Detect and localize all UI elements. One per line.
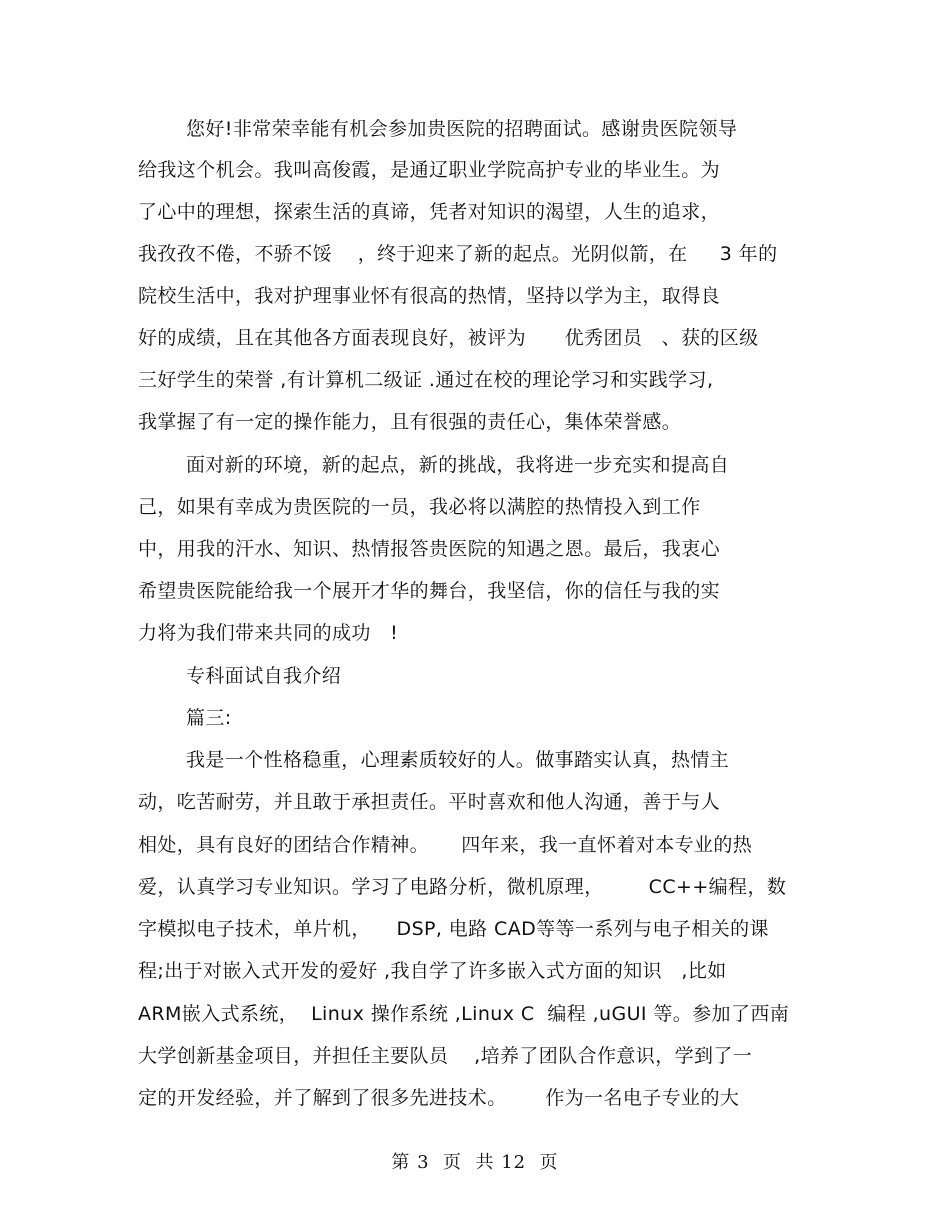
body-text-line: 我是一个性格稳重，心理素质较好的人。做事踏实认真，热情主 — [186, 749, 730, 771]
body-text-line: 我孜孜不倦，不骄不馁 ，终于迎来了新的起点。光阴似箭，在 3 年的 — [138, 243, 778, 265]
body-text-line: 字模拟电子技术，单片机， DSP, 电路 CAD等等一系列与电子相关的课 — [138, 918, 769, 940]
body-text-line: 力将为我们带来共同的成功 ! — [138, 622, 399, 644]
body-text-line: 给我这个机会。我叫高俊霞，是通辽职业学院高护专业的毕业生。为 — [138, 159, 721, 181]
body-text-line: 好的成绩，且在其他各方面表现良好，被评为 优秀团员 、获的区级 — [138, 327, 759, 349]
body-text-line: 动，吃苦耐劳，并且敢于承担责任。平时喜欢和他人沟通，善于与人 — [138, 791, 721, 813]
body-text-line: 程;出于对嵌入式开发的爱好 ,我自学了许多嵌入式方面的知识 ,比如 — [138, 960, 727, 982]
body-text-line: 中，用我的汗水、知识、热情报答贵医院的知遇之恩。最后，我衷心 — [138, 538, 721, 560]
body-text-line: 了心中的理想，探索生活的真谛，凭者对知识的渴望，人生的追求， — [138, 201, 721, 223]
body-text-line: 希望贵医院能给我一个展开才华的舞台，我坚信，你的信任与我的实 — [138, 580, 721, 602]
body-text-line: 大学创新基金项目，并担任主要队员 ,培养了团队合作意识，学到了一 — [138, 1045, 753, 1067]
body-text-line: 爱，认真学习专业知识。学习了电路分析，微机原理， CC++编程，数 — [138, 876, 787, 898]
section-heading: 专科面试自我介绍 — [186, 665, 342, 687]
body-text-line: 相处，具有良好的团结合作精神。 四年来，我一直怀着对本专业的热 — [138, 834, 753, 856]
body-text-line: 您好!非常荣幸能有机会参加贵医院的招聘面试。感谢贵医院领导 — [186, 118, 738, 140]
page-number-footer: 第 3 页 共 12 页 — [391, 1152, 559, 1173]
body-text-line: 定的开发经验，并了解到了很多先进技术。 作为一名电子专业的大 — [138, 1087, 740, 1109]
body-text-line: 己，如果有幸成为贵医院的一员，我必将以满腔的热情投入到工作 — [138, 496, 701, 518]
section-label: 篇三: — [186, 707, 232, 729]
body-text-line: 三好学生的荣誉 ,有计算机二级证 .通过在校的理论学习和实践学习, — [138, 369, 714, 391]
body-text-line: 面对新的环境，新的起点，新的挑战，我将进一步充实和提高自 — [186, 454, 730, 476]
body-text-line: 我掌握了有一定的操作能力，且有很强的责任心，集体荣誉感。 — [138, 411, 682, 433]
body-text-line: ARM嵌入式系统， Linux 操作系统 ,Linux C 编程 ,uGUI 等。参加了西南 — [138, 1003, 790, 1025]
body-text-line: 院校生活中，我对护理事业怀有很高的热情，坚持以学为主，取得良 — [138, 285, 721, 307]
